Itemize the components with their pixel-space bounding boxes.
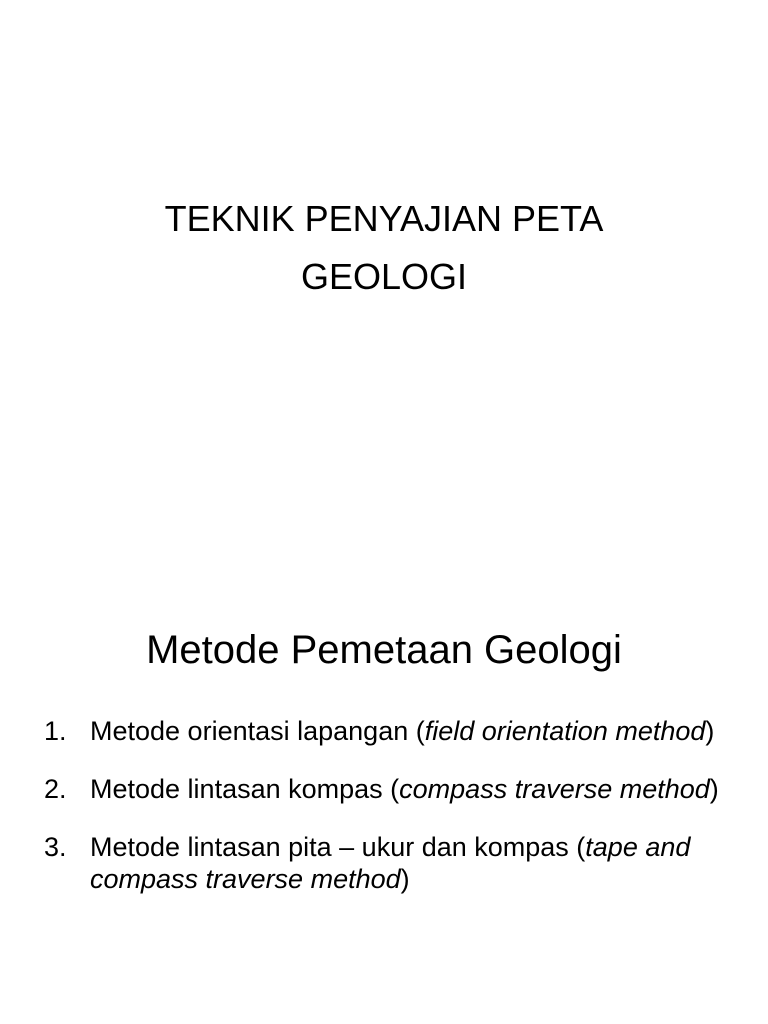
list-item-number: 3. (44, 832, 67, 862)
list-item (44, 715, 734, 747)
list-item-text: Metode orientasi lapangan ( (90, 716, 425, 746)
slide-heading: Metode Pemetaan Geologi (146, 628, 622, 672)
presentation-title (0, 190, 768, 306)
list-item-number: 2. (44, 774, 67, 804)
title-line-1: TEKNIK PENYAJIAN PETA (164, 198, 604, 239)
list-item-text-end: ) (709, 774, 719, 804)
list-item-italic-text: field orientation method (424, 716, 706, 746)
list-item-text-end: ) (400, 864, 410, 894)
list-item (44, 831, 734, 895)
list-item-text-end: ) (705, 716, 715, 746)
title-line-2: GEOLOGI (300, 256, 468, 297)
list-item-italic-text: tape and compass traverse method (90, 832, 691, 894)
list-item (44, 773, 734, 805)
list-item-number: 1. (44, 716, 67, 746)
slide-methods (0, 512, 768, 1024)
list-item-text: Metode lintasan kompas ( (90, 774, 400, 804)
list-item-italic-text: compass traverse method (399, 774, 710, 804)
methods-list (44, 715, 734, 921)
list-item-text: Metode lintasan pita – ukur dan kompas ( (90, 832, 586, 862)
